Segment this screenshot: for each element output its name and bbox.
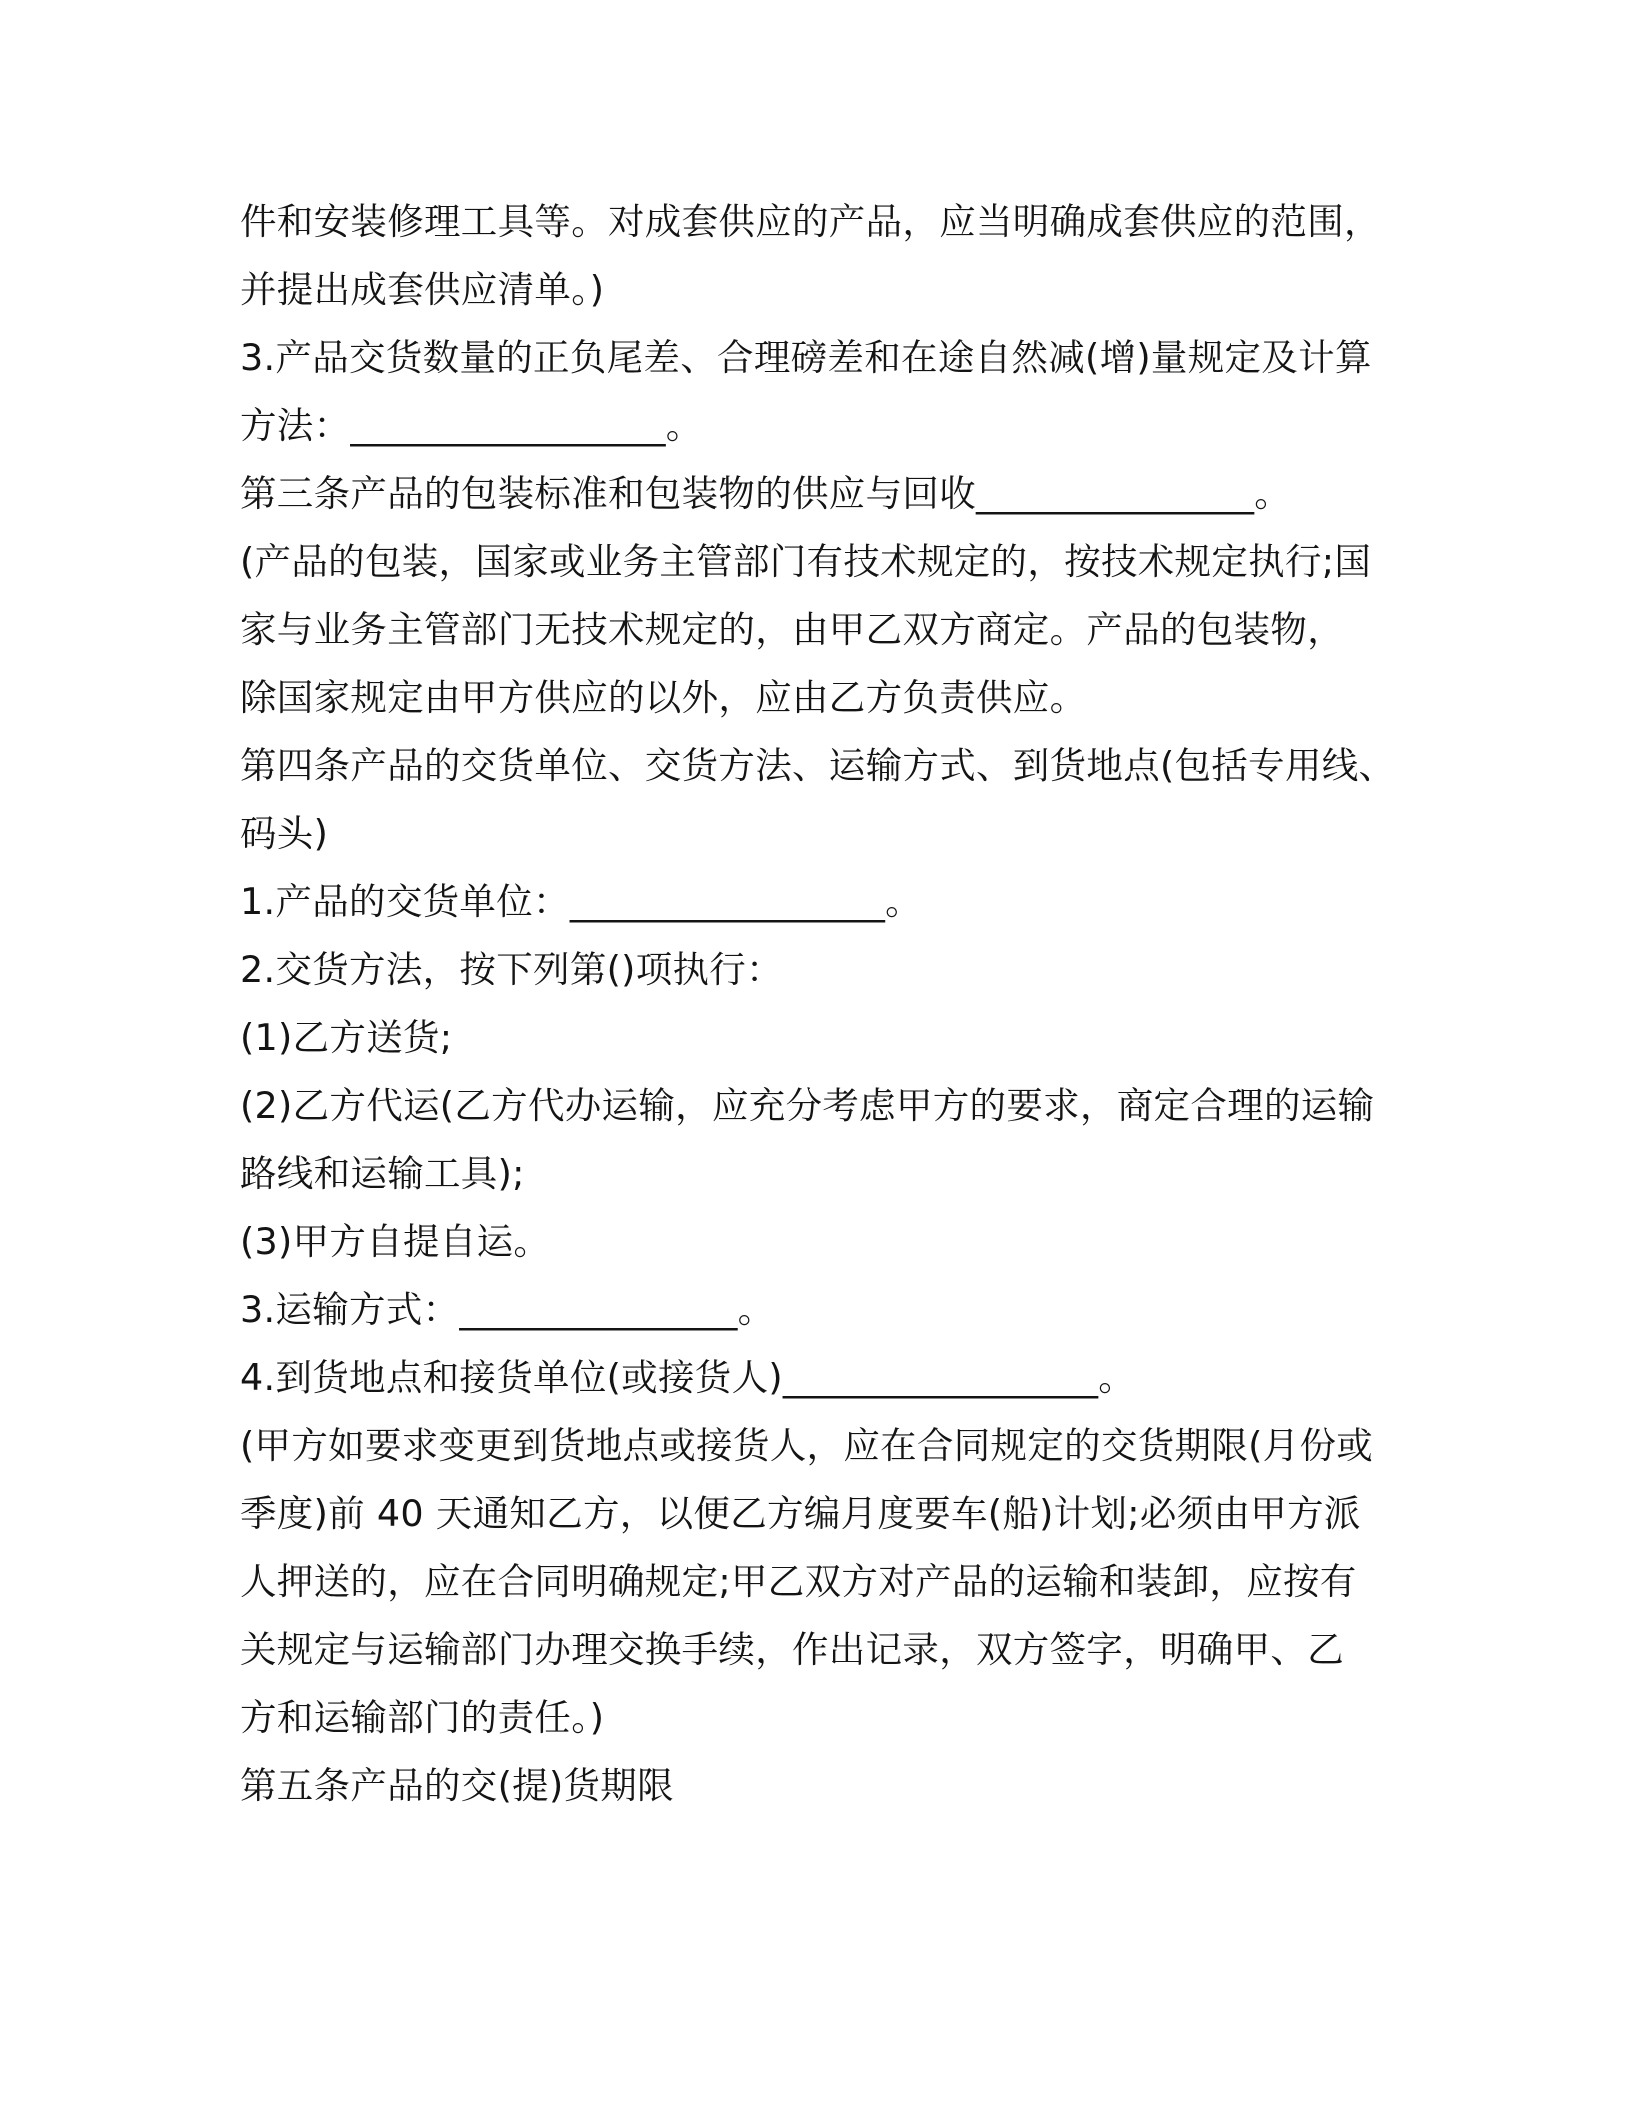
text-line: 家与业务主管部门无技术规定的，由甲乙双方商定。产品的包装物，: [240, 608, 1344, 651]
text-line: 2.交货方法，按下列第()项执行：: [240, 948, 783, 991]
text-line: (产品的包装，国家或业务主管部门有技术规定的，按技术规定执行;国: [240, 540, 1372, 583]
text-line: (2)乙方代运(乙方代办运输，应充分考虑甲方的要求，商定合理的运输: [240, 1084, 1375, 1127]
section-heading-article-4: 第四条产品的交货单位、交货方法、运输方式、到货地点(包括专用线、: [240, 744, 1396, 787]
text-line: 并提出成套供应清单。): [240, 268, 605, 311]
text-line: 路线和运输工具);: [240, 1152, 525, 1195]
text-line: 季度)前 40 天通知乙方，以便乙方编月度要车(船)计划;必须由甲方派: [240, 1492, 1361, 1535]
text-line: 关规定与运输部门办理交换手续，作出记录，双方签字，明确甲、乙: [240, 1628, 1344, 1671]
text-line: 件和安装修理工具等。对成套供应的产品，应当明确成套供应的范围，: [240, 200, 1381, 243]
text-line: 3.产品交货数量的正负尾差、合理磅差和在途自然减(增)量规定及计算: [240, 336, 1372, 379]
section-heading-article-5: 第五条产品的交(提)货期限: [240, 1764, 674, 1807]
text-line: 4.到货地点和接货单位(或接货人)_________________。: [240, 1356, 1136, 1399]
text-line: (3)甲方自提自运。: [240, 1220, 551, 1263]
text-line: (1)乙方送货;: [240, 1016, 453, 1059]
text-line: 人押送的，应在合同明确规定;甲乙双方对产品的运输和装卸，应按有: [240, 1560, 1357, 1603]
section-heading-article-3: 第三条产品的包装标准和包装物的供应与回收_______________。: [240, 472, 1292, 515]
text-line: (甲方如要求变更到货地点或接货人，应在合同规定的交货期限(月份或: [240, 1424, 1374, 1467]
text-line: 码头): [240, 812, 329, 855]
text-line: 1.产品的交货单位：_________________。: [240, 880, 922, 923]
text-line: 方法：_________________。: [240, 404, 703, 447]
document-body: [240, 188, 1400, 1820]
text-line: 除国家规定由甲方供应的以外，应由乙方负责供应。: [240, 676, 1087, 719]
text-line: 方和运输部门的责任。): [240, 1696, 605, 1739]
text-line: 3.运输方式：_______________。: [240, 1288, 775, 1331]
